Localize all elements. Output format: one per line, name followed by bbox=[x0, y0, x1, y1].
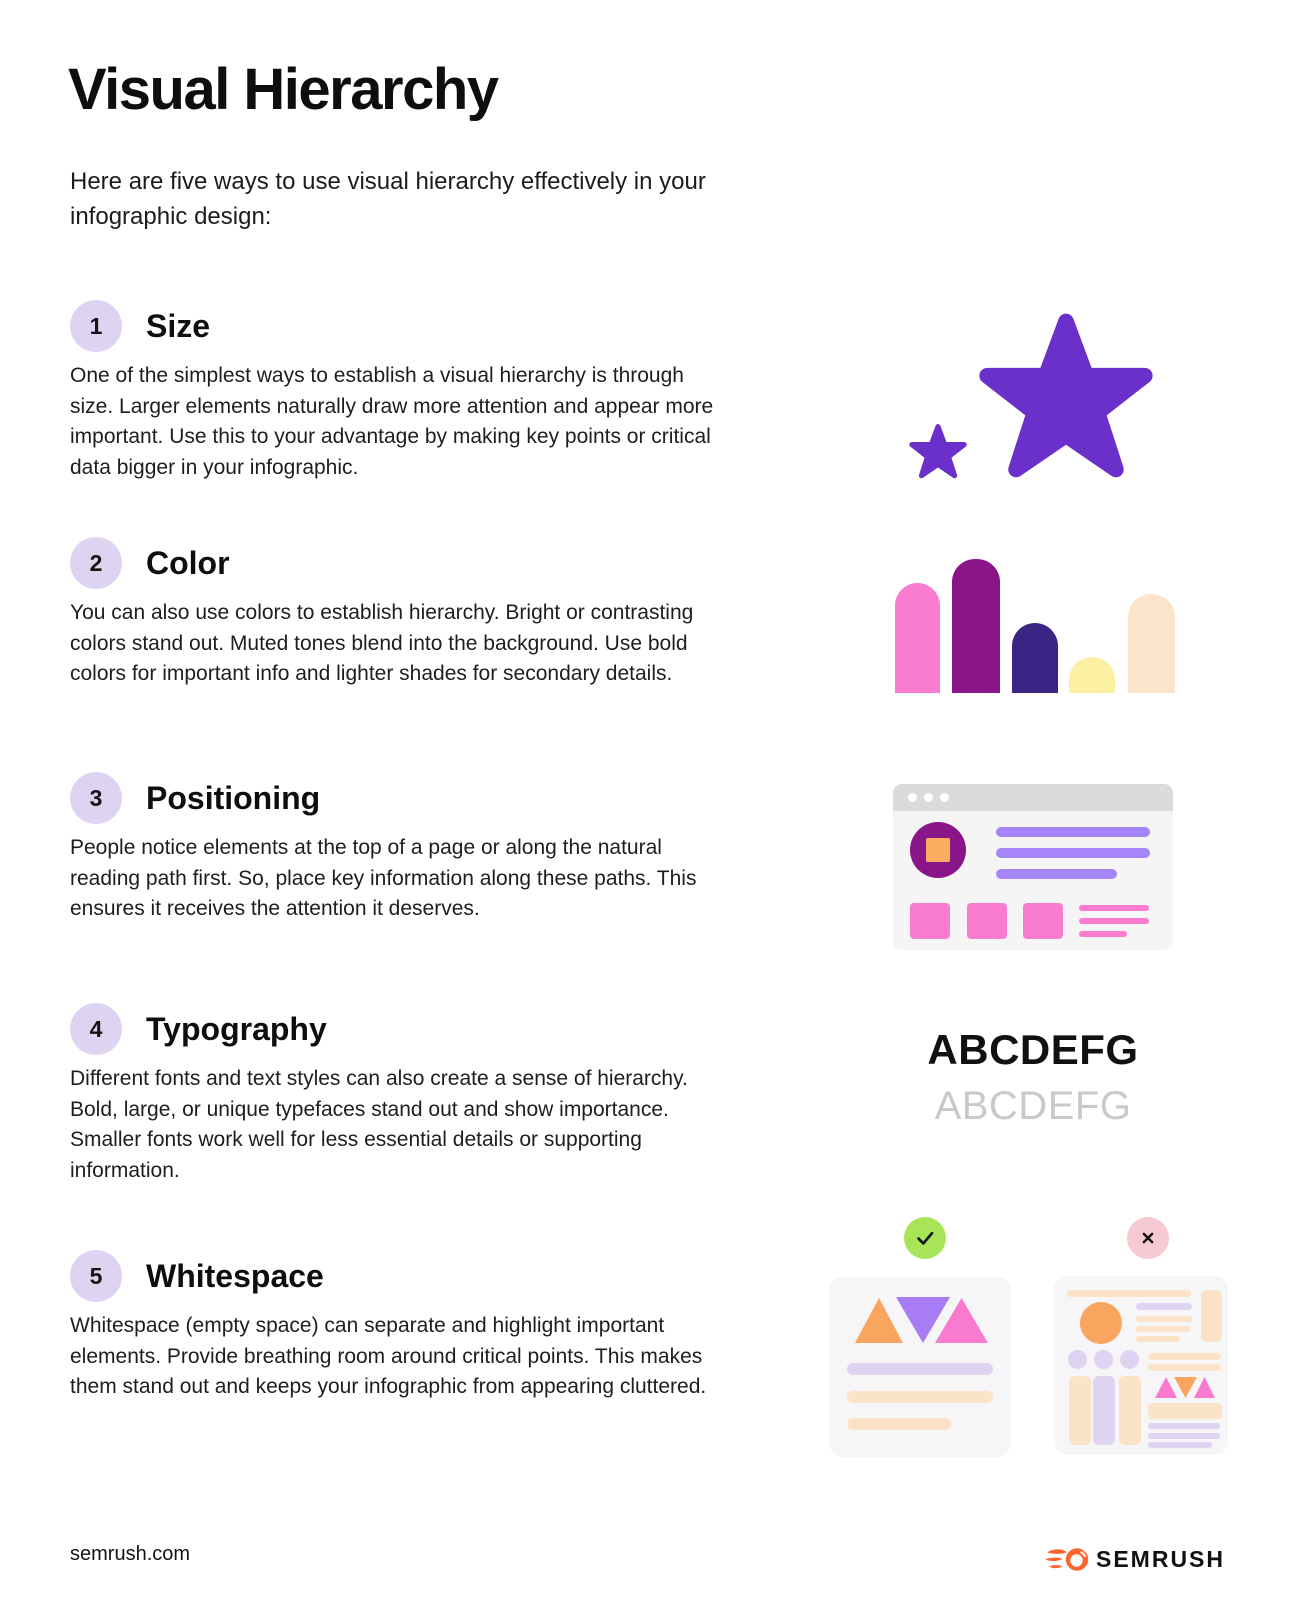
text-line-purple bbox=[996, 848, 1150, 858]
triangle-pink bbox=[1194, 1377, 1215, 1398]
circle-lavender bbox=[1068, 1350, 1087, 1369]
text-line-peach bbox=[1136, 1336, 1180, 1342]
block-peach bbox=[1148, 1403, 1222, 1419]
section-body-size: One of the simplest ways to establish a visual hierarchy is through size. Larger elements naturally draw more attention and appear more important. Use this to your advantage by making key points or critical data bigger in your infographic. bbox=[70, 364, 714, 479]
section-body-typography: Different fonts and text styles can also create a sense of hierarchy. Bold, large, or unique typefaces stand out and show importance. Smaller fonts work well for less essential details or supporting information. bbox=[70, 1067, 688, 1182]
block-peach bbox=[1201, 1290, 1222, 1342]
column-peach bbox=[1069, 1376, 1091, 1445]
typography-sample-bold: ABCDEFG bbox=[927, 1026, 1139, 1073]
x-icon bbox=[1137, 1227, 1159, 1249]
bar-peach bbox=[1128, 594, 1175, 693]
text-line-pink bbox=[1079, 931, 1127, 937]
section-heading-whitespace: Whitespace bbox=[146, 1257, 324, 1294]
text-line-purple bbox=[996, 869, 1117, 879]
text-line-lavender bbox=[1136, 1303, 1192, 1310]
positioning-illustration bbox=[893, 784, 1173, 950]
circle-orange bbox=[1080, 1302, 1122, 1344]
bar-yellow bbox=[1069, 657, 1115, 693]
small-star-icon bbox=[909, 423, 967, 479]
text-line-purple bbox=[996, 827, 1150, 837]
text-line-lavender bbox=[1148, 1423, 1220, 1429]
whitespace-bad-card bbox=[1054, 1276, 1228, 1455]
section-number-badge: 4 bbox=[70, 1003, 122, 1055]
text-line-peach bbox=[1136, 1316, 1192, 1322]
bar-magenta bbox=[952, 559, 1000, 693]
triangle-pink bbox=[1155, 1377, 1177, 1398]
section-typography-header bbox=[70, 1003, 327, 1055]
section-heading-positioning: Positioning bbox=[146, 779, 321, 816]
section-heading-size: Size bbox=[146, 307, 211, 344]
section-heading-color: Color bbox=[146, 544, 230, 581]
avatar-square bbox=[926, 838, 950, 862]
section-number-badge: 1 bbox=[70, 300, 122, 352]
size-illustration bbox=[880, 295, 1190, 490]
bad-example-badge bbox=[1127, 1217, 1169, 1259]
typography-sample-light: ABCDEFG bbox=[934, 1084, 1132, 1128]
triangle-orange bbox=[855, 1298, 903, 1343]
text-line-peach bbox=[1148, 1353, 1221, 1360]
section-body-color: You can also use colors to establish hierarchy. Bright or contrasting colors stand out. Muted tones blend into the background. Use bold colors for important info and lighter shades for secondary details. bbox=[70, 601, 694, 685]
bar-pink bbox=[895, 583, 940, 693]
section-size-header bbox=[70, 300, 210, 352]
thumbnail-pink bbox=[1023, 903, 1063, 939]
thumbnail-pink bbox=[967, 903, 1007, 939]
section-whitespace-header bbox=[70, 1250, 324, 1302]
text-line-peach bbox=[1067, 1290, 1191, 1297]
whitespace-good-card bbox=[829, 1277, 1011, 1457]
section-number-badge: 5 bbox=[70, 1250, 122, 1302]
window-dot-icon bbox=[908, 793, 917, 802]
text-line-peach bbox=[847, 1391, 993, 1403]
column-lavender bbox=[1093, 1376, 1115, 1445]
circle-lavender bbox=[1120, 1350, 1139, 1369]
window-dot-icon bbox=[940, 793, 949, 802]
section-positioning-header bbox=[70, 772, 320, 824]
section-body-whitespace: Whitespace (empty space) can separate and highlight important elements. Provide breathing room around critical points. This makes them stand out and keeps your infographic from appearing cluttered. bbox=[70, 1314, 707, 1398]
section-color-header bbox=[70, 537, 230, 589]
text-line-peach bbox=[847, 1418, 951, 1430]
big-star-icon bbox=[978, 311, 1154, 479]
text-line-lavender bbox=[847, 1363, 993, 1375]
bar-indigo bbox=[1012, 623, 1058, 693]
column-peach bbox=[1119, 1376, 1141, 1445]
circle-lavender bbox=[1094, 1350, 1113, 1369]
good-example-badge bbox=[904, 1217, 946, 1259]
triangle-orange bbox=[1174, 1377, 1197, 1398]
footer-site-url: semrush.com bbox=[70, 1543, 191, 1565]
text-line-peach bbox=[1148, 1364, 1221, 1371]
section-number-badge: 2 bbox=[70, 537, 122, 589]
text-line-lavender bbox=[1148, 1442, 1212, 1448]
page-title: Visual Hierarchy bbox=[68, 57, 498, 122]
semrush-flame-icon bbox=[1044, 1546, 1092, 1574]
avatar-circle bbox=[910, 822, 966, 878]
text-line-lavender bbox=[1148, 1433, 1220, 1439]
section-body-positioning: People notice elements at the top of a page or along the natural reading path first. So, place key information along these paths. This ensures it receives the attention it deserves. bbox=[70, 836, 697, 920]
text-line-pink bbox=[1079, 905, 1149, 911]
check-icon bbox=[912, 1225, 938, 1251]
thumbnail-pink bbox=[910, 903, 950, 939]
color-illustration bbox=[895, 559, 1175, 693]
brand-wordmark: SEMRUSH bbox=[1096, 1546, 1226, 1572]
text-line-pink bbox=[1079, 918, 1149, 924]
section-heading-typography: Typography bbox=[146, 1010, 327, 1047]
browser-titlebar bbox=[893, 784, 1173, 811]
page-subtitle: Here are five ways to use visual hierarchy effectively in your infographic design: bbox=[70, 168, 706, 230]
text-line-peach bbox=[1136, 1326, 1190, 1332]
window-dot-icon bbox=[924, 793, 933, 802]
section-number-badge: 3 bbox=[70, 772, 122, 824]
